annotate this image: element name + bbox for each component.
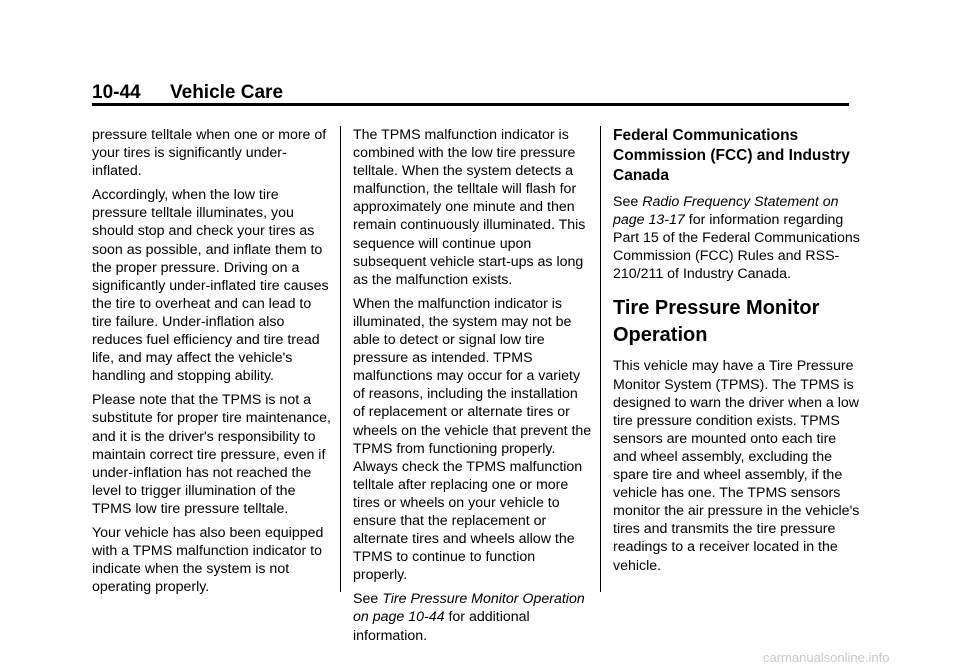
cross-reference-link[interactable]: Radio Frequency Statement on page 13-17: [613, 194, 839, 229]
header-rule: [92, 103, 849, 106]
paragraph: The TPMS malfunction indicator is combined with the low tire pressure telltale. When the system detects a malfunction, the telltale will flash for approximately one minute and then remain continuously illuminated. This sequence will continue upon subsequent vehicle start-ups as long as the malfunction exists.: [353, 127, 586, 288]
heading-tire-pressure-monitor-operation: Tire Pressure Monitor Operation: [613, 297, 820, 347]
heading-fcc: Federal Communications Commission (FCC) and Industry Canada: [613, 127, 850, 184]
paragraph: pressure telltale when one or more of your tires is significantly under-inflated.: [92, 127, 327, 180]
page-number: 10-44: [92, 82, 141, 103]
see-prefix: See: [613, 194, 639, 210]
watermark: carmanualsonline.info: [763, 650, 890, 665]
paragraph: Accordingly, when the low tire pressure telltale illuminates, you should stop and check your tires as soon as possible, and inflate them to the proper pressure. Driving on a significantly under-inflated tire causes the tire to overheat and can lead to tire failure. Under-inflation also reduces fuel efficiency and tire tread life, and may affect the vehicle's handling and stopping ability.: [92, 187, 329, 385]
paragraph-see-also: [353, 590, 593, 644]
paragraph: Your vehicle has also been equipped with a TPMS malfunction indicator to indicate when the system is not operating properly.: [92, 524, 324, 596]
column-middle: [353, 126, 593, 651]
fcc-suffix: for information regarding Part 15 of the Federal Communications Commission (FCC) Rules and RSS-210/211 of Industry Canada.: [613, 212, 860, 283]
paragraph: When the malfunction indicator is illuminated, the system may not be able to detect or signal low tire pressure as intended. TPMS malfunctions may occur for a variety of reasons, including the installation of replacement or alternate tires or wheels on the vehicle that prevent the TPMS from functioning properly. Always check the TPMS malfunction telltale after replacing one or more tires or wheels on your vehicle to ensure that the replacement or alternate tires and wheels allow the TPMS to continue to function properly.: [353, 295, 592, 584]
paragraph-fcc: [613, 193, 863, 283]
section-title: Vehicle Care: [170, 82, 284, 103]
see-suffix: for additional information.: [353, 609, 530, 644]
page-header: [92, 82, 283, 104]
paragraph: This vehicle may have a Tire Pressure Monitor System (TPMS). The TPMS is designed to warn the driver when a low tire pressure condition exists. TPMS sensors are mounted onto each tire and wheel assembly, excluding the spare tire and wheel assembly, if the vehicle has one. The TPMS sensors monitor the air pressure in the vehicle's tires and transmits the tire pressure readings to a receiver located in the vehicle.: [613, 358, 860, 574]
column-right: [613, 126, 863, 581]
cross-reference-link[interactable]: Tire Pressure Monitor Operation on page 10-44: [353, 591, 585, 626]
column-divider-right: [600, 126, 601, 592]
column-divider-left: [340, 126, 341, 592]
paragraph: Please note that the TPMS is not a substitute for proper tire maintenance, and it is the driver's responsibility to maintain correct tire pressure, even if under-inflation has not reached the level to trigger illumination of the TPMS low tire pressure telltale.: [92, 392, 331, 517]
see-prefix: See: [353, 591, 379, 608]
column-left: [92, 126, 332, 602]
